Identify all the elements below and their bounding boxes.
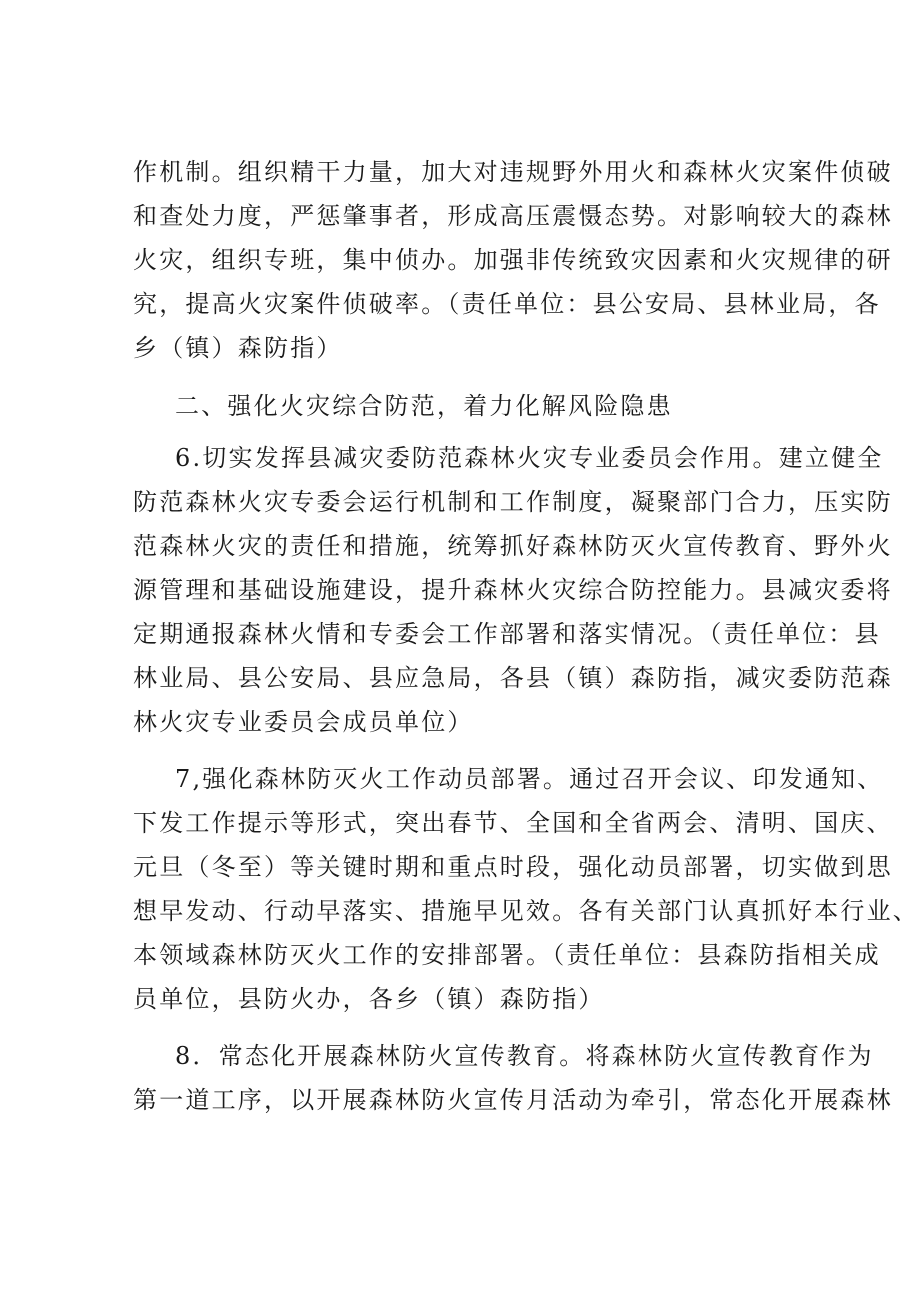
body-line: 范森林火灾的责任和措施，统筹抓好森林防灭火宣传教育、野外火 [133, 532, 893, 560]
body-line: 员单位，县防火办，各乡（镇）森防指） [133, 985, 605, 1013]
body-line: 究，提高火灾案件侦破率。（责任单位：县公安局、县林业局，各 [133, 290, 881, 318]
section-heading: 二、强化火灾综合防范，着力化解风险隐患 [175, 392, 673, 420]
body-line: 防范森林火灾专委会运行机制和工作制度，凝聚部门合力，压实防 [133, 488, 893, 516]
body-line: 定期通报森林火情和专委会工作部署和落实情况。（责任单位：县 [133, 620, 881, 648]
item-8-line: 8．常态化开展森林防火宣传教育。将森林防火宣传教育作为 [175, 1042, 874, 1070]
body-line: 火灾，组织专班，集中侦办。加强非传统致灾因素和火灾规律的研 [133, 246, 893, 274]
item-7-line: 7,强化森林防灭火工作动员部署。通过召开会议、印发通知、 [175, 765, 884, 793]
body-line: 和查处力度，严惩肇事者，形成高压震慑态势。对影响较大的森林 [133, 202, 893, 230]
item-6-line: 6.切实发挥县减灾委防范森林火灾专业委员会作用。建立健全 [175, 444, 884, 472]
body-line: 林业局、县公安局、县应急局，各县（镇）森防指，减灾委防范森 [133, 664, 893, 692]
body-line: 想早发动、行动早落实、措施早见效。各有关部门认真抓好本行业、 [133, 897, 919, 925]
body-line: 源管理和基础设施建设，提升森林火灾综合防控能力。县减灾委将 [133, 576, 893, 604]
body-line: 下发工作提示等形式，突出春节、全国和全省两会、清明、国庆、 [133, 809, 893, 837]
body-line: 第一道工序，以开展森林防火宣传月活动为牵引，常态化开展森林 [133, 1086, 893, 1114]
body-line: 乡（镇）森防指） [133, 334, 343, 362]
body-line: 作机制。组织精干力量，加大对违规野外用火和森林火灾案件侦破 [133, 158, 893, 186]
body-line: 元旦（冬至）等关键时期和重点时段，强化动员部署，切实做到思 [133, 853, 893, 881]
body-line: 林火灾专业委员会成员单位） [133, 708, 474, 736]
body-line: 本领域森林防灭火工作的安排部署。（责任单位：县森防指相关成 [133, 941, 881, 969]
